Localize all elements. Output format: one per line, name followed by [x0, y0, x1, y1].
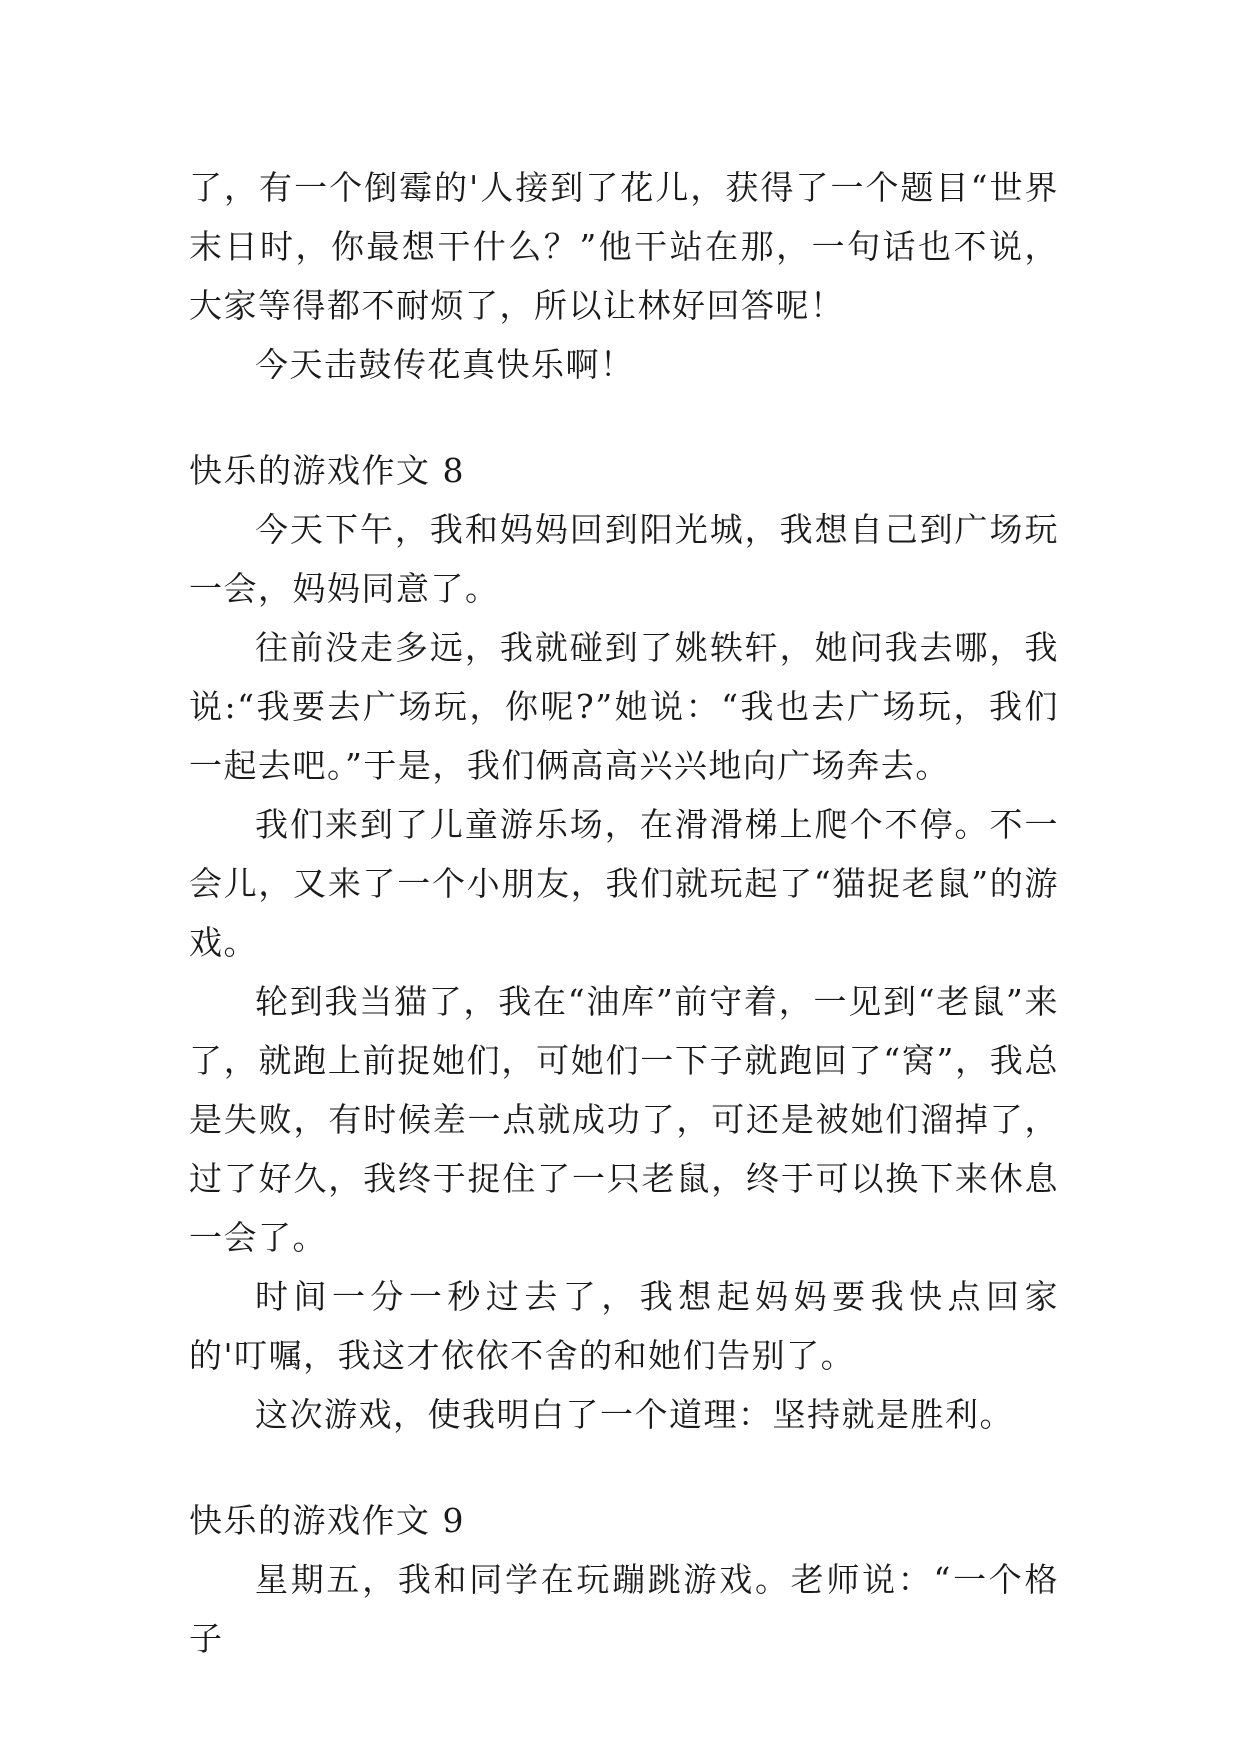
- paragraph: 我们来到了儿童游乐场，在滑滑梯上爬个不停。不一会儿，又来了一个小朋友，我们就玩起了“猫捉老鼠”的游戏。: [189, 805, 1059, 962]
- paragraph: 星期五，我和同学在玩蹦跳游戏。老师说：“一个格子: [189, 1560, 1059, 1658]
- paragraph: 往前没走多远，我就碰到了姚轶轩，她问我去哪，我说:“我要去广场玩，你呢?”她说：“我也去广场玩，我们一起去吧。”于是，我们俩高高兴兴地向广场奔去。: [189, 628, 1059, 785]
- document-body: [189, 158, 1059, 1668]
- paragraph-continued: 了，有一个倒霉的'人接到了花儿，获得了一个题目“世界末日时，你最想干什么？”他干站在那，一句话也不说，大家等得都不耐烦了，所以让林好回答呢！: [189, 168, 1059, 325]
- paragraph: 时间一分一秒过去了，我想起妈妈要我快点回家的'叮嘱，我这才依依不舍的和她们告别了。: [189, 1277, 1059, 1375]
- paragraph: 轮到我当猫了，我在“油库”前守着，一见到“老鼠”来了，就跑上前捉她们，可她们一下子就跑回了“窝”，我总是失败，有时候差一点就成功了，可还是被她们溜掉了，过了好久，我终于捉住了一只老鼠，终于可以换下来休息一会了。: [189, 982, 1059, 1257]
- section-heading-9: 快乐的游戏作文 9: [189, 1501, 465, 1540]
- paragraph: 今天下午，我和妈妈回到阳光城，我想自己到广场玩一会，妈妈同意了。: [189, 510, 1059, 608]
- paragraph: 这次游戏，使我明白了一个道理：坚持就是胜利。: [255, 1395, 1014, 1434]
- section-heading-8: 快乐的游戏作文 8: [189, 451, 465, 490]
- paragraph: 今天击鼓传花真快乐啊！: [255, 345, 635, 384]
